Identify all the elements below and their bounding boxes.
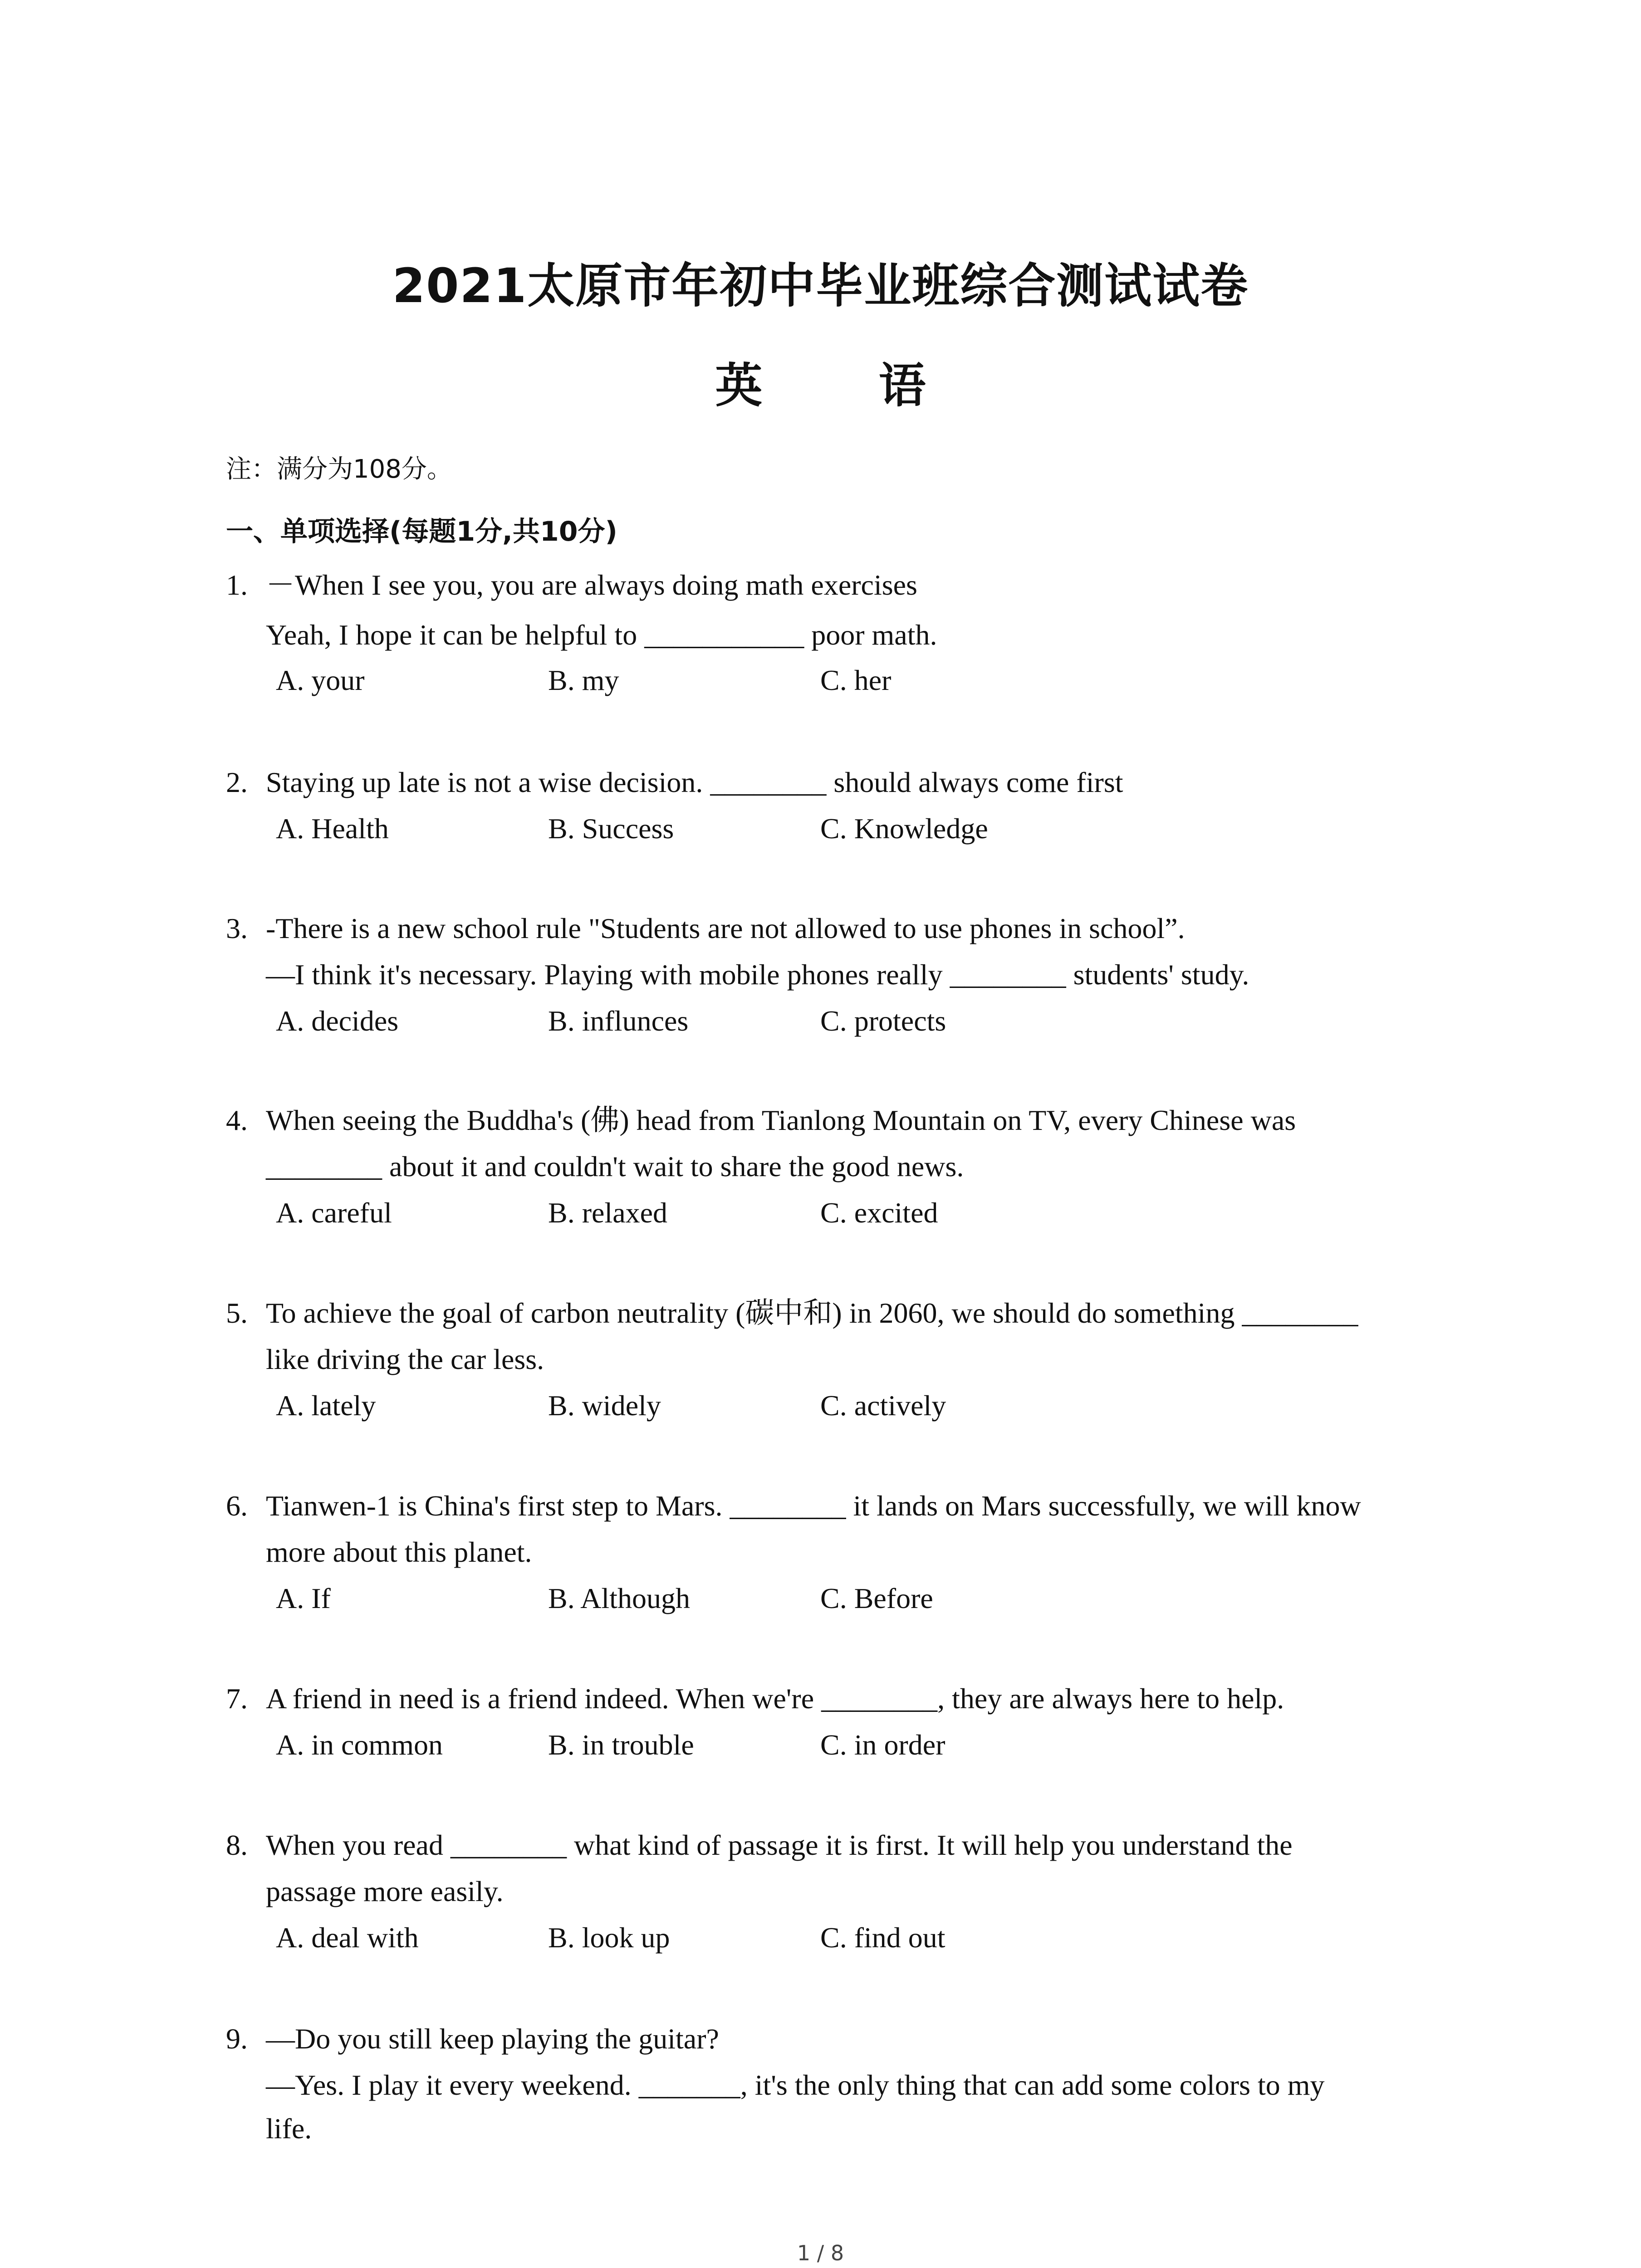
question-line: Tianwen-1 is China's first step to Mars. ________ it lands on Mars successfully, we will know [266,1490,1361,1522]
question-number: 6. [226,1490,248,1522]
option-c: C. in order [820,1729,945,1761]
option-b: B. look up [548,1921,670,1954]
question-line: When you read ________ what kind of passage it is first. It will help you understand the [266,1829,1293,1861]
option-b: B. Although [548,1582,690,1614]
section-title: 一、单项选择(每题1分,共10分) [226,516,617,547]
question-number: 4. [226,1104,248,1136]
question-line: Yeah, I hope it can be helpful to ___________ poor math. [266,619,937,651]
question-line: passage more easily. [266,1875,504,1907]
option-a: A. Health [276,812,389,845]
option-c: C. Knowledge [820,812,988,845]
subject-title: 英 语 [715,358,976,413]
question-number: 5. [226,1297,248,1329]
question-line: When seeing the Buddha's (佛) head from Tianlong Mountain on TV, every Chinese was [266,1104,1296,1136]
option-a: A. your [276,664,365,696]
question-line: —Yes. I play it every weekend. _______, it's the only thing that can add some colors to my [266,2069,1325,2101]
question-line: To achieve the goal of carbon neutrality (碳中和) in 2060, we should do something ________ [266,1297,1358,1329]
question-line: life. [266,2112,312,2145]
option-b: B. Success [548,812,674,845]
option-a: A. lately [276,1389,376,1422]
question-number: 2. [226,766,248,798]
question-number: 1. [226,569,248,601]
question-line: more about this planet. [266,1536,532,1568]
option-b: B. in trouble [548,1729,694,1761]
exam-title: 2021太原市年初中毕业班综合测试试卷 [392,258,1249,313]
option-a: A. careful [276,1197,392,1229]
question-line: -There is a new school rule "Students are not allowed to use phones in school”. [266,912,1185,944]
option-a: A. deal with [276,1921,419,1954]
question-number: 7. [226,1682,248,1715]
option-b: B. my [548,664,619,696]
score-note: 注：满分为108分。 [226,455,452,484]
option-c: C. actively [820,1389,946,1422]
question-number: 8. [226,1829,248,1861]
option-c: C. protects [820,1005,946,1037]
question-line: like driving the car less. [266,1343,544,1375]
option-c: C. Before [820,1582,933,1614]
option-a: A. decides [276,1005,399,1037]
question-line: ________ about it and couldn't wait to share the good news. [266,1150,964,1183]
option-b: B. relaxed [548,1197,667,1229]
question-number: 3. [226,912,248,944]
question-line: －When I see you, you are always doing math exercises [266,569,917,601]
option-c: C. excited [820,1197,938,1229]
question-line: —I think it's necessary. Playing with mobile phones really ________ students' study. [266,958,1249,991]
question-line: A friend in need is a friend indeed. When we're ________, they are always here to help. [266,1682,1284,1715]
question-line: Staying up late is not a wise decision. ________ should always come first [266,766,1123,798]
page-number: 1 / 8 [797,2241,844,2265]
question-line: —Do you still keep playing the guitar? [266,2023,719,2055]
option-a: A. If [276,1582,331,1614]
option-b: B. influnces [548,1005,689,1037]
option-c: C. her [820,664,892,696]
question-number: 9. [226,2023,248,2055]
option-a: A. in common [276,1729,443,1761]
option-b: B. widely [548,1389,661,1422]
option-c: C. find out [820,1921,945,1954]
